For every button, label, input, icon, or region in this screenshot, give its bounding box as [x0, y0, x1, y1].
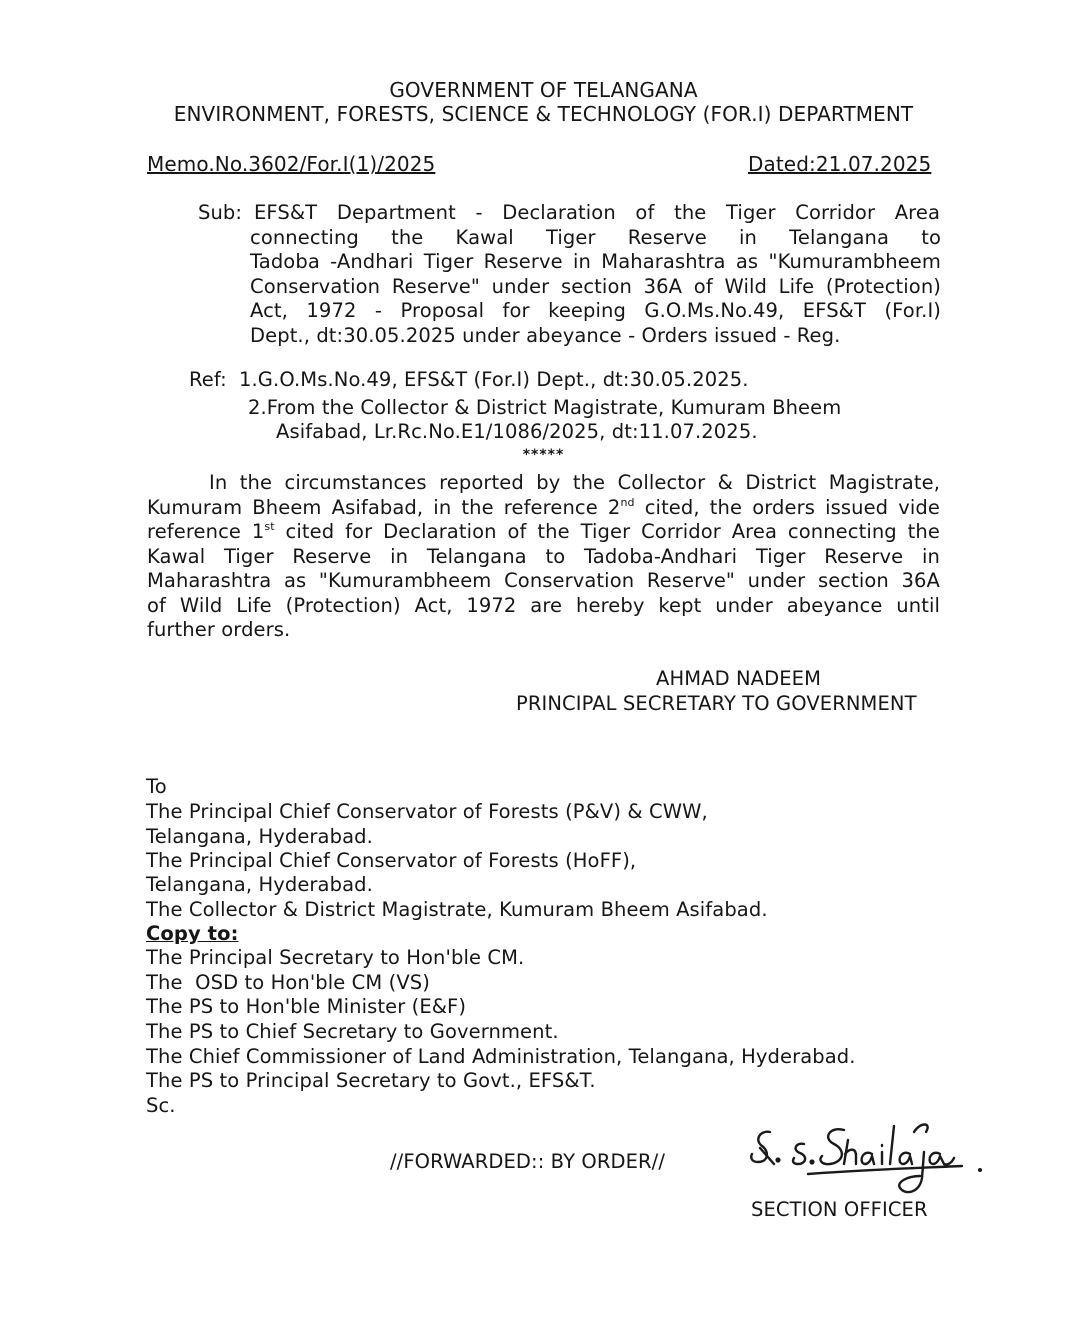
copy-to-line: The OSD to Hon'ble CM (VS) — [146, 971, 430, 994]
copy-to-line: The PS to Principal Secretary to Govt., EFS&T. — [146, 1069, 596, 1092]
handwritten-signature — [748, 1118, 988, 1200]
government-title: GOVERNMENT OF TELANGANA — [389, 78, 698, 102]
copy-to-label: Copy to: — [146, 922, 239, 945]
forwarded-by-order: //FORWARDED:: BY ORDER// — [390, 1150, 665, 1173]
subject-line: EFS&T Department - Declaration of the Tiger Corridor Area — [254, 201, 940, 224]
memo-date: Dated:21.07.2025 — [748, 152, 932, 176]
signatory-designation: PRINCIPAL SECRETARY TO GOVERNMENT — [516, 692, 917, 715]
subject-line: Act, 1972 - Proposal for keeping G.O.Ms.No.49, EFS&T (For.I) — [250, 299, 941, 322]
body-line: Maharashtra as "Kumurambheem Conservation Reserve" under section 36A — [147, 569, 940, 592]
subject-line: Dept., dt:30.05.2025 under abeyance - Orders issued - Reg. — [250, 323, 841, 347]
memo-number: Memo.No.3602/For.I(1)/2025 — [147, 152, 436, 176]
body-line: In the circumstances reported by the Collector & District Magistrate, — [209, 471, 940, 494]
addressee-line: The Principal Chief Conservator of Forests (HoFF), — [146, 849, 637, 872]
addressee-line: Telangana, Hyderabad. — [146, 825, 373, 848]
body-line: of Wild Life (Protection) Act, 1972 are hereby kept under abeyance until — [147, 593, 940, 617]
to-label: To — [146, 775, 167, 798]
body-line: reference 1st cited for Declaration of the Tiger Corridor Area connecting the — [147, 520, 940, 543]
addressee-line: The Principal Chief Conservator of Forests (P&V) & CWW, — [146, 800, 708, 823]
subject-label: Sub: — [198, 201, 243, 224]
ref-label: Ref: — [189, 368, 227, 391]
copy-to-line: Sc. — [146, 1094, 176, 1117]
reference-2-line-1: 2.From the Collector & District Magistrate, Kumuram Bheem — [248, 396, 842, 419]
separator-stars: ***** — [522, 447, 565, 463]
subject-line: Tadoba -Andhari Tiger Reserve in Maharashtra as "Kumurambheem — [250, 250, 941, 273]
copy-to-line: The PS to Chief Secretary to Government. — [146, 1020, 559, 1043]
reference-2-line-2: Asifabad, Lr.Rc.No.E1/1086/2025, dt:11.07.2025. — [276, 420, 758, 443]
body-first-line-block — [209, 471, 940, 496]
department-title: ENVIRONMENT, FORESTS, SCIENCE & TECHNOLOGY (FOR.I) DEPARTMENT — [173, 102, 914, 126]
body-line: Kawal Tiger Reserve in Telangana to Tadoba-Andhari Tiger Reserve in — [147, 544, 940, 568]
section-officer-designation: SECTION OFFICER — [751, 1198, 928, 1221]
copy-to-line: The Principal Secretary to Hon'ble CM. — [146, 946, 525, 969]
addressee-line: The Collector & District Magistrate, Kumuram Bheem Asifabad. — [146, 898, 768, 921]
signatory-name: AHMAD NADEEM — [656, 667, 821, 690]
body-paragraph — [147, 496, 940, 643]
subject-line: Conservation Reserve" under section 36A of Wild Life (Protection) — [250, 274, 941, 298]
body-line: further orders. — [147, 618, 291, 641]
body-line: Kumuram Bheem Asifabad, in the reference 2nd cited, the orders issued vide — [147, 495, 941, 519]
copy-to-line: The PS to Hon'ble Minister (E&F) — [146, 995, 467, 1018]
addressee-line: Telangana, Hyderabad. — [146, 873, 373, 896]
subject-first-line-block — [254, 201, 940, 226]
subject-block — [250, 226, 941, 349]
reference-1: 1.G.O.Ms.No.49, EFS&T (For.I) Dept., dt:30.05.2025. — [239, 368, 749, 391]
subject-line: connecting the Kawal Tiger Reserve in Telangana to — [250, 225, 941, 249]
copy-to-line: The Chief Commissioner of Land Administration, Telangana, Hyderabad. — [146, 1045, 856, 1068]
